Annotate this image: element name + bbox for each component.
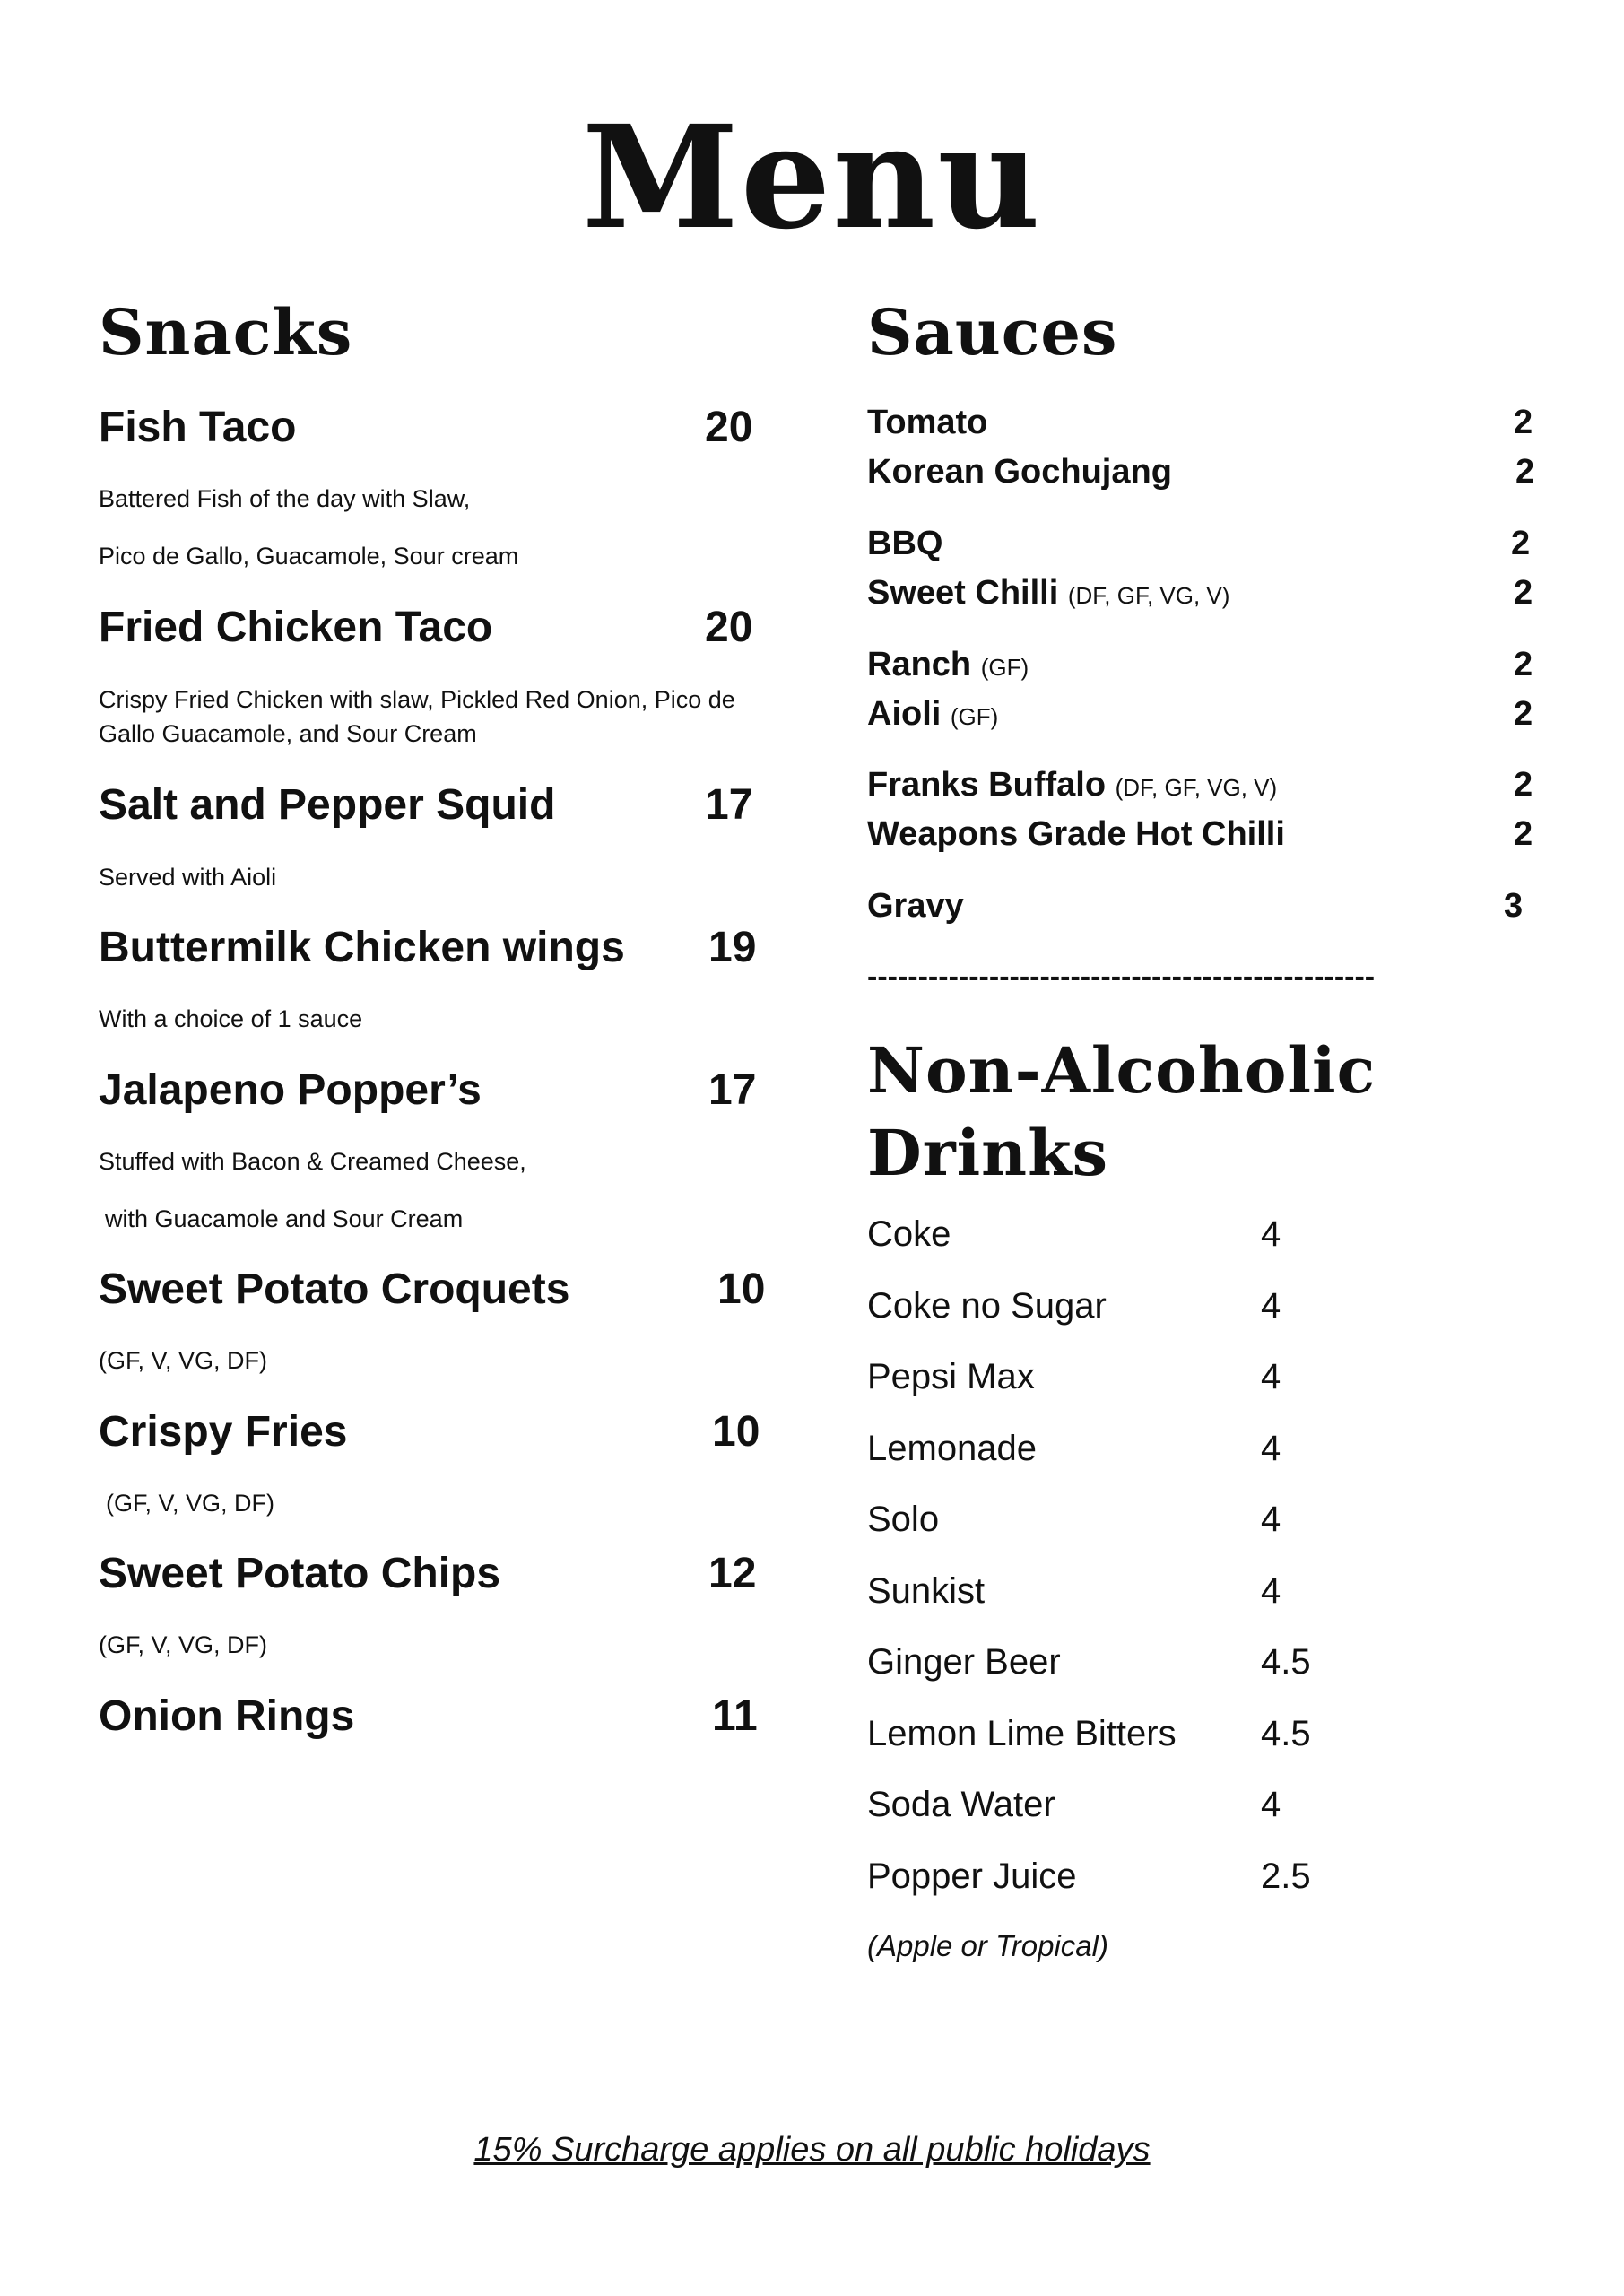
dietary-tag: (DF, GF, VG, V) xyxy=(1067,582,1230,609)
sauce-price: 2 xyxy=(1514,646,1533,683)
dietary-tag: (DF, GF, VG, V) xyxy=(1115,774,1278,801)
snack-name: Buttermilk Chicken wings xyxy=(99,924,625,971)
snack-price: 20 xyxy=(705,404,753,451)
drink-name: Sunkist xyxy=(867,1571,986,1611)
sauce-price: 2 xyxy=(1514,815,1533,853)
menu-title: Menu xyxy=(581,95,1043,261)
drink-name: Coke xyxy=(867,1214,951,1254)
sauce-label: Tomato xyxy=(867,404,988,441)
sauce-price: 3 xyxy=(1504,887,1524,925)
snack-price: 17 xyxy=(708,1066,757,1114)
snack-name: Salt and Pepper Squid xyxy=(99,781,556,829)
sauce-price: 2 xyxy=(1514,695,1533,733)
snack-price: 10 xyxy=(717,1265,766,1313)
sauce-label: Korean Gochujang xyxy=(867,453,1172,491)
drink-name: Ginger Beer xyxy=(867,1642,1061,1682)
snack-name: Sweet Potato Chips xyxy=(99,1550,501,1597)
sauce-label: Ranch xyxy=(867,646,972,683)
sauce-price: 2 xyxy=(1511,525,1531,562)
sauces-heading: Sauces xyxy=(867,295,1118,370)
snack-price: 12 xyxy=(708,1550,757,1597)
drink-price: 4 xyxy=(1261,1286,1281,1326)
sauce-name xyxy=(867,817,1285,851)
snack-description: With a choice of 1 sauce xyxy=(99,1005,363,1032)
drink-name: Coke no Sugar xyxy=(867,1286,1107,1326)
snack-name: Crispy Fries xyxy=(99,1408,348,1456)
sauce-price: 2 xyxy=(1514,574,1533,612)
sauce-name xyxy=(867,648,1029,682)
snack-name: Onion Rings xyxy=(99,1692,355,1740)
snack-name: Sweet Potato Croquets xyxy=(99,1265,570,1313)
snack-name: Jalapeno Popper’s xyxy=(99,1066,482,1114)
snack-description: (GF, V, VG, DF) xyxy=(99,1631,268,1658)
drink-name: Lemon Lime Bitters xyxy=(867,1714,1177,1753)
drinks-heading xyxy=(867,1030,1376,1195)
dietary-tag: (GF) xyxy=(980,654,1029,681)
drink-price: 4 xyxy=(1261,1357,1281,1396)
dietary-tag: (GF) xyxy=(950,703,999,730)
sauce-name xyxy=(867,576,1229,610)
sauce-price: 2 xyxy=(1514,404,1533,441)
snack-description: Gallo Guacamole, and Sour Cream xyxy=(99,720,477,747)
sauce-name xyxy=(867,697,998,731)
drinks-heading-line2: Drinks xyxy=(867,1116,1108,1190)
snack-price: 17 xyxy=(705,781,753,829)
sauce-price: 2 xyxy=(1515,453,1535,491)
snack-description: (GF, V, VG, DF) xyxy=(106,1490,275,1517)
snack-description: Pico de Gallo, Guacamole, Sour cream xyxy=(99,543,519,570)
drink-price: 4 xyxy=(1261,1429,1281,1468)
sauce-name xyxy=(867,768,1277,802)
drink-price: 2.5 xyxy=(1261,1857,1311,1896)
sauce-label: Gravy xyxy=(867,887,964,925)
drink-name: Popper Juice xyxy=(867,1857,1077,1896)
sauce-label: BBQ xyxy=(867,525,943,562)
drink-price: 4.5 xyxy=(1261,1714,1311,1753)
snack-description: Battered Fish of the day with Slaw, xyxy=(99,485,471,512)
snack-price: 19 xyxy=(708,924,757,971)
sauce-name xyxy=(867,455,1172,489)
surcharge-notice: 15% Surcharge applies on all public holidays xyxy=(473,2131,1151,2169)
drink-price: 4.5 xyxy=(1261,1642,1311,1682)
sauce-name xyxy=(867,526,942,561)
drink-name: Pepsi Max xyxy=(867,1357,1035,1396)
drink-price: 4 xyxy=(1261,1785,1281,1824)
drink-price: 4 xyxy=(1261,1500,1281,1539)
snack-description: (GF, V, VG, DF) xyxy=(99,1347,268,1374)
sauce-name xyxy=(867,405,987,439)
snack-description: Crispy Fried Chicken with slaw, Pickled Red Onion, Pico de xyxy=(99,686,735,713)
snack-description: Stuffed with Bacon & Creamed Cheese, xyxy=(99,1148,526,1175)
drink-price: 4 xyxy=(1261,1214,1281,1254)
drink-note: (Apple or Tropical) xyxy=(867,1929,1108,1962)
snack-name: Fried Chicken Taco xyxy=(99,604,493,651)
drink-name: Lemonade xyxy=(867,1429,1038,1468)
snacks-heading: Snacks xyxy=(99,295,353,370)
snack-name: Fish Taco xyxy=(99,404,297,451)
snack-price: 10 xyxy=(712,1408,760,1456)
drink-price: 4 xyxy=(1261,1571,1281,1611)
sauce-label: Aioli xyxy=(867,695,942,733)
sauce-label: Sweet Chilli xyxy=(867,574,1059,612)
sauce-price: 2 xyxy=(1514,766,1533,804)
sauce-name xyxy=(867,889,964,923)
snack-description: with Guacamole and Sour Cream xyxy=(105,1205,464,1232)
drinks-heading-line1: Non-Alcoholic xyxy=(867,1033,1376,1108)
snack-price: 11 xyxy=(712,1692,758,1740)
drink-name: Solo xyxy=(867,1500,940,1539)
snack-description: Served with Aioli xyxy=(99,864,277,891)
drink-name: Soda Water xyxy=(867,1785,1055,1824)
sauce-label: Weapons Grade Hot Chilli xyxy=(867,815,1285,853)
snack-price: 20 xyxy=(705,604,753,651)
sauce-label: Franks Buffalo xyxy=(867,766,1107,804)
section-divider: -------------------------------------------------- xyxy=(867,960,1376,994)
